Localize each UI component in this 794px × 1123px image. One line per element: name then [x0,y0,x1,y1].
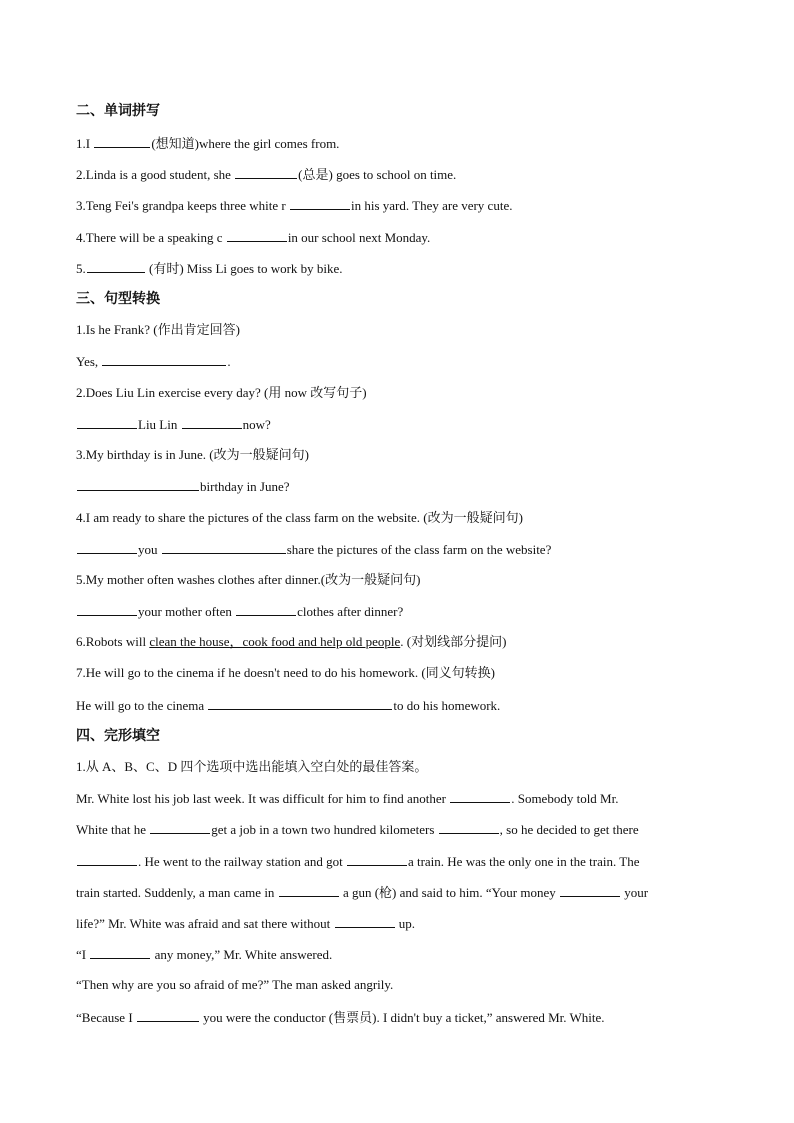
s3-q6 [76,634,716,650]
s3-q5: 5.My mother often washes clothes after dinner.(改为一般疑问句) [76,572,421,587]
cloze-line-3-c: a train. He was the only one in the train. The [407,854,640,869]
s2-item-2 [76,166,716,183]
s3-q2-answer-mid: Liu Lin [138,417,181,432]
s2-item-2-pre: 2.Linda is a good student, she [76,167,235,182]
answer-blank[interactable] [335,915,395,928]
s3-q6-pre: 6.Robots will [76,634,150,649]
answer-blank[interactable] [94,135,150,148]
cloze-line-4 [76,884,716,901]
answer-blank[interactable] [279,884,339,897]
cloze-line-5-a: life?” Mr. White was afraid and sat there without [76,916,334,931]
s3-q2: 2.Does Liu Lin exercise every day? (用 now 改写句子) [76,385,367,400]
answer-blank[interactable] [439,821,499,834]
cloze-line-3-b: . He went to the railway station and got [138,854,346,869]
answer-blank[interactable] [560,884,620,897]
s3-q7: 7.He will go to the cinema if he doesn't need to do his homework. (同义句转换) [76,665,495,680]
answer-blank[interactable] [77,603,137,616]
answer-blank[interactable] [150,821,210,834]
s2-item-1-post: (想知道)where the girl comes from. [151,136,340,151]
cloze-line-5-b: up. [395,916,416,931]
cloze-line-6 [76,946,716,963]
answer-blank[interactable] [290,197,350,210]
s3-q4: 4.I am ready to share the pictures of the class farm on the website. (改为一般疑问句) [76,510,523,525]
s2-item-4-post: in our school next Monday. [287,230,431,245]
s3-q4-answer-post: share the pictures of the class farm on the website? [286,542,552,557]
answer-blank[interactable] [182,416,242,429]
s2-item-5 [76,260,716,277]
s2-item-5-post: (有时) Miss Li goes to work by bike. [145,261,343,276]
answer-blank[interactable] [90,946,150,959]
s2-item-4-pre: 4.There will be a speaking c [76,230,226,245]
cloze-line-3 [76,853,716,870]
answer-blank[interactable] [162,541,286,554]
s3-q2-answer [76,416,716,433]
s2-item-3 [76,197,716,214]
s3-q6-separator: ， [229,634,243,649]
s3-q4-answer-mid: you [138,542,161,557]
s3-q5-answer-post: clothes after dinner? [297,604,404,619]
cloze-line-7: “Then why are you so afraid of me?” The man asked angrily. [76,977,394,992]
cloze-line-6-b: any money,” Mr. White answered. [151,947,333,962]
s2-item-4 [76,229,716,246]
s3-q6-underlined-2: cook food and help old people [242,634,401,649]
cloze-line-1-b: . Somebody told Mr. [511,791,619,806]
cloze-line-2-a: White that he [76,822,150,837]
cloze-line-8-a: “Because I [76,1010,136,1025]
cloze-line-4-b: a gun (枪) and said to him. “Your money [339,885,559,900]
cloze-line-1-a: Mr. White lost his job last week. It was difficult for him to find another [76,791,450,806]
s4-instruction: 1.从 A、B、C、D 四个选项中选出能填入空白处的最佳答案。 [76,759,428,774]
s3-q1-answer-pre: Yes, [76,354,102,369]
cloze-line-1 [76,790,716,807]
s3-q2-answer-post: now? [242,417,271,432]
answer-blank[interactable] [235,166,297,179]
answer-blank[interactable] [102,353,226,366]
s3-q6-post: . (对划线部分提问) [400,634,507,649]
s2-item-5-pre: 5. [76,261,86,276]
answer-blank[interactable] [77,478,199,491]
s3-q1-answer [76,353,716,370]
s2-item-3-post: in his yard. They are very cute. [350,198,513,213]
s3-q6-underlined-1: clean the house [149,634,230,649]
s3-q7-answer-post: to do his homework. [393,698,501,713]
cloze-line-4-c: your [620,885,649,900]
s3-q4-answer [76,541,716,558]
answer-blank[interactable] [236,603,296,616]
s2-item-2-post: (总是) goes to school on time. [298,167,457,182]
s3-q3: 3.My birthday is in June. (改为一般疑问句) [76,447,309,462]
cloze-line-2 [76,821,716,838]
s3-q7-answer-pre: He will go to the cinema [76,698,208,713]
s2-item-1-pre: 1.I [76,136,94,151]
answer-blank[interactable] [347,853,407,866]
s3-q5-answer-mid: your mother often [138,604,236,619]
s3-q5-answer [76,603,716,620]
cloze-line-2-b: get a job in a town two hundred kilometers [211,822,438,837]
cloze-line-2-c: , so he decided to get there [499,822,639,837]
cloze-line-8-b: you were the conductor (售票员). I didn't buy a ticket,” answered Mr. White. [199,1010,605,1025]
s3-q1-answer-post: . [227,354,231,369]
answer-blank[interactable] [208,697,392,710]
s2-item-1 [76,135,716,152]
s3-q3-answer-post: birthday in June? [200,479,290,494]
section-3-title: 三、句型转换 [76,291,160,307]
answer-blank[interactable] [227,229,287,242]
section-4-title: 四、完形填空 [76,728,160,744]
answer-blank[interactable] [137,1009,199,1022]
answer-blank[interactable] [87,260,145,273]
cloze-line-6-a: “I [76,947,90,962]
answer-blank[interactable] [77,416,137,429]
answer-blank[interactable] [77,853,137,866]
answer-blank[interactable] [450,790,510,803]
section-2-title: 二、单词拼写 [76,103,160,119]
answer-blank[interactable] [77,541,137,554]
cloze-line-8 [76,1009,716,1026]
s3-q7-answer [76,697,716,714]
s3-q1: 1.Is he Frank? (作出肯定回答) [76,322,240,337]
cloze-line-5 [76,915,716,932]
cloze-line-4-a: train started. Suddenly, a man came in [76,885,278,900]
s2-item-3-pre: 3.Teng Fei's grandpa keeps three white r [76,198,289,213]
s3-q3-answer [76,478,716,495]
